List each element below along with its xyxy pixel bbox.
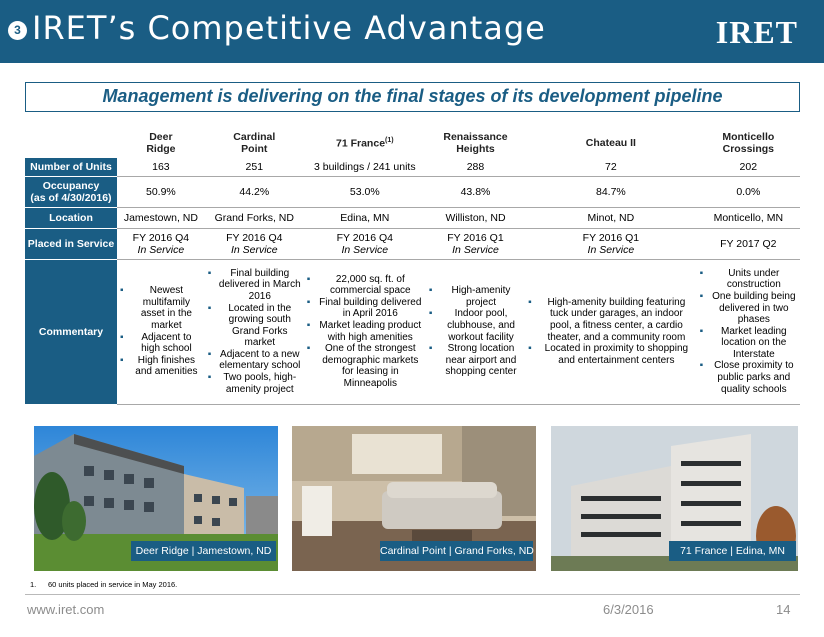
column-header: 71 France$^{(1)}$ (336, 137, 394, 150)
footer-divider (25, 594, 800, 595)
table-row-location (25, 207, 800, 228)
photo-71-france (551, 426, 798, 571)
footer-website: www.iret.com (27, 602, 105, 617)
table-cell: 43.8% (426, 176, 525, 207)
bullet-item: ▪ Adjacent to a new elementary school (208, 349, 301, 372)
table-cell: 288 (426, 158, 525, 176)
page-number: 14 (776, 602, 791, 617)
corner-cell (25, 127, 117, 158)
headline-banner: Management is delivering on the final stages of its development pipeline (25, 82, 800, 112)
footer-date: 6/3/2016 (603, 602, 654, 617)
row-label: Commentary (25, 259, 117, 404)
table-cell: 50.9% (117, 176, 205, 207)
bullet-item: ▪ High finishes and amenities (120, 355, 202, 378)
photo-caption: Cardinal Point | Grand Forks, ND (380, 541, 533, 561)
photo-caption: 71 France | Edina, MN (669, 541, 796, 561)
column-header: Chateau II (585, 136, 636, 149)
commentary-cell (525, 259, 697, 404)
row-label: Location (25, 207, 117, 228)
table-row-occupancy (25, 176, 800, 207)
table-cell: 3 buildings / 241 units (304, 158, 426, 176)
slide-title: IRET’s Competitive Advantage (32, 9, 546, 47)
table-cell: 44.2% (205, 176, 304, 207)
bullet-item: ▪ Final building delivered in April 2016 (307, 297, 423, 320)
commentary-cell (205, 259, 304, 404)
table-cell: 202 (697, 158, 800, 176)
table-cell: 84.7% (525, 176, 697, 207)
photo-deer-ridge (34, 426, 278, 571)
development-pipeline-table (25, 127, 800, 405)
table-row-commentary (25, 259, 800, 404)
commentary-cell (304, 259, 426, 404)
bullet-item: ▪ Units under construction (700, 268, 797, 291)
bullet-item: ▪ High-amenity building featuring tuck under garages, an indoor pool, a fitness center, a cardio theater, and a community room (528, 297, 694, 343)
table-cell: FY 2016 Q4 In Service (117, 228, 205, 259)
column-header: Deer Ridge (146, 130, 176, 155)
table-row-placed-in-service (25, 228, 800, 259)
table-cell: Jamestown, ND (117, 207, 205, 228)
commentary-cell (697, 259, 800, 404)
section-number-badge: 3 (8, 21, 27, 40)
table-cell: Monticello, MN (697, 207, 800, 228)
bullet-item: ▪ Newest multifamily asset in the market (120, 285, 202, 331)
slide-header (0, 0, 824, 63)
bullet-item: ▪ Located in the growing south Grand Forks market (208, 303, 301, 349)
table-cell: FY 2016 Q4 In Service (304, 228, 426, 259)
row-label: Placed in Service (25, 228, 117, 259)
table-cell: 72 (525, 158, 697, 176)
table-cell: FY 2016 Q1 In Service (426, 228, 525, 259)
table-cell: Minot, ND (525, 207, 697, 228)
commentary-cell (117, 259, 205, 404)
table-cell: FY 2016 Q1 In Service (525, 228, 697, 259)
row-label: Occupancy (as of 4/30/2016) (25, 176, 117, 207)
table-row-units (25, 158, 800, 176)
bullet-item: ▪ Indoor pool, clubhouse, and workout facility (429, 308, 522, 343)
table-cell: 53.0% (304, 176, 426, 207)
photo-caption: Deer Ridge | Jamestown, ND (131, 541, 276, 561)
photo-cardinal-point (292, 426, 536, 571)
table-cell: 0.0% (697, 176, 800, 207)
bullet-item: ▪ One of the strongest demographic markets for leasing in Minneapolis (307, 343, 423, 389)
column-header: Monticello Crossings (722, 130, 775, 155)
bullet-item: ▪ Adjacent to high school (120, 332, 202, 355)
bullet-item: ▪ Two pools, high-amenity project (208, 372, 301, 395)
company-logo: IRET (715, 14, 798, 50)
table-cell: FY 2017 Q2 (697, 228, 800, 259)
bullet-item: ▪ Market leading location on the Interstate (700, 326, 797, 361)
bullet-item: ▪ High-amenity project (429, 285, 522, 308)
column-header: Renaissance Heights (443, 130, 508, 155)
bullet-item: ▪ Market leading product with high amenities (307, 320, 423, 343)
column-header: Cardinal Point (233, 130, 276, 155)
footnote-marker: (1) (385, 137, 394, 145)
row-label: Number of Units (25, 158, 117, 176)
table-cell: Williston, ND (426, 207, 525, 228)
bullet-item: ▪ One building being delivered in two phases (700, 291, 797, 326)
bullet-item: ▪ Strong location near airport and shopping center (429, 343, 522, 378)
bullet-item: ▪ Located in proximity to shopping and entertainment centers (528, 343, 694, 366)
bullet-item: ▪ Final building delivered in March 2016 (208, 268, 301, 303)
commentary-cell (426, 259, 525, 404)
bullet-item: ▪ 22,000 sq. ft. of commercial space (307, 274, 423, 297)
table-cell: 163 (117, 158, 205, 176)
footnote: 1. 60 units placed in service in May 2016. (30, 580, 178, 589)
table-cell: Grand Forks, ND (205, 207, 304, 228)
table-cell: Edina, MN (304, 207, 426, 228)
bullet-item: ▪ Close proximity to public parks and quality schools (700, 360, 797, 395)
table-header-row (25, 127, 800, 158)
table-cell: 251 (205, 158, 304, 176)
table-cell: FY 2016 Q4 In Service (205, 228, 304, 259)
